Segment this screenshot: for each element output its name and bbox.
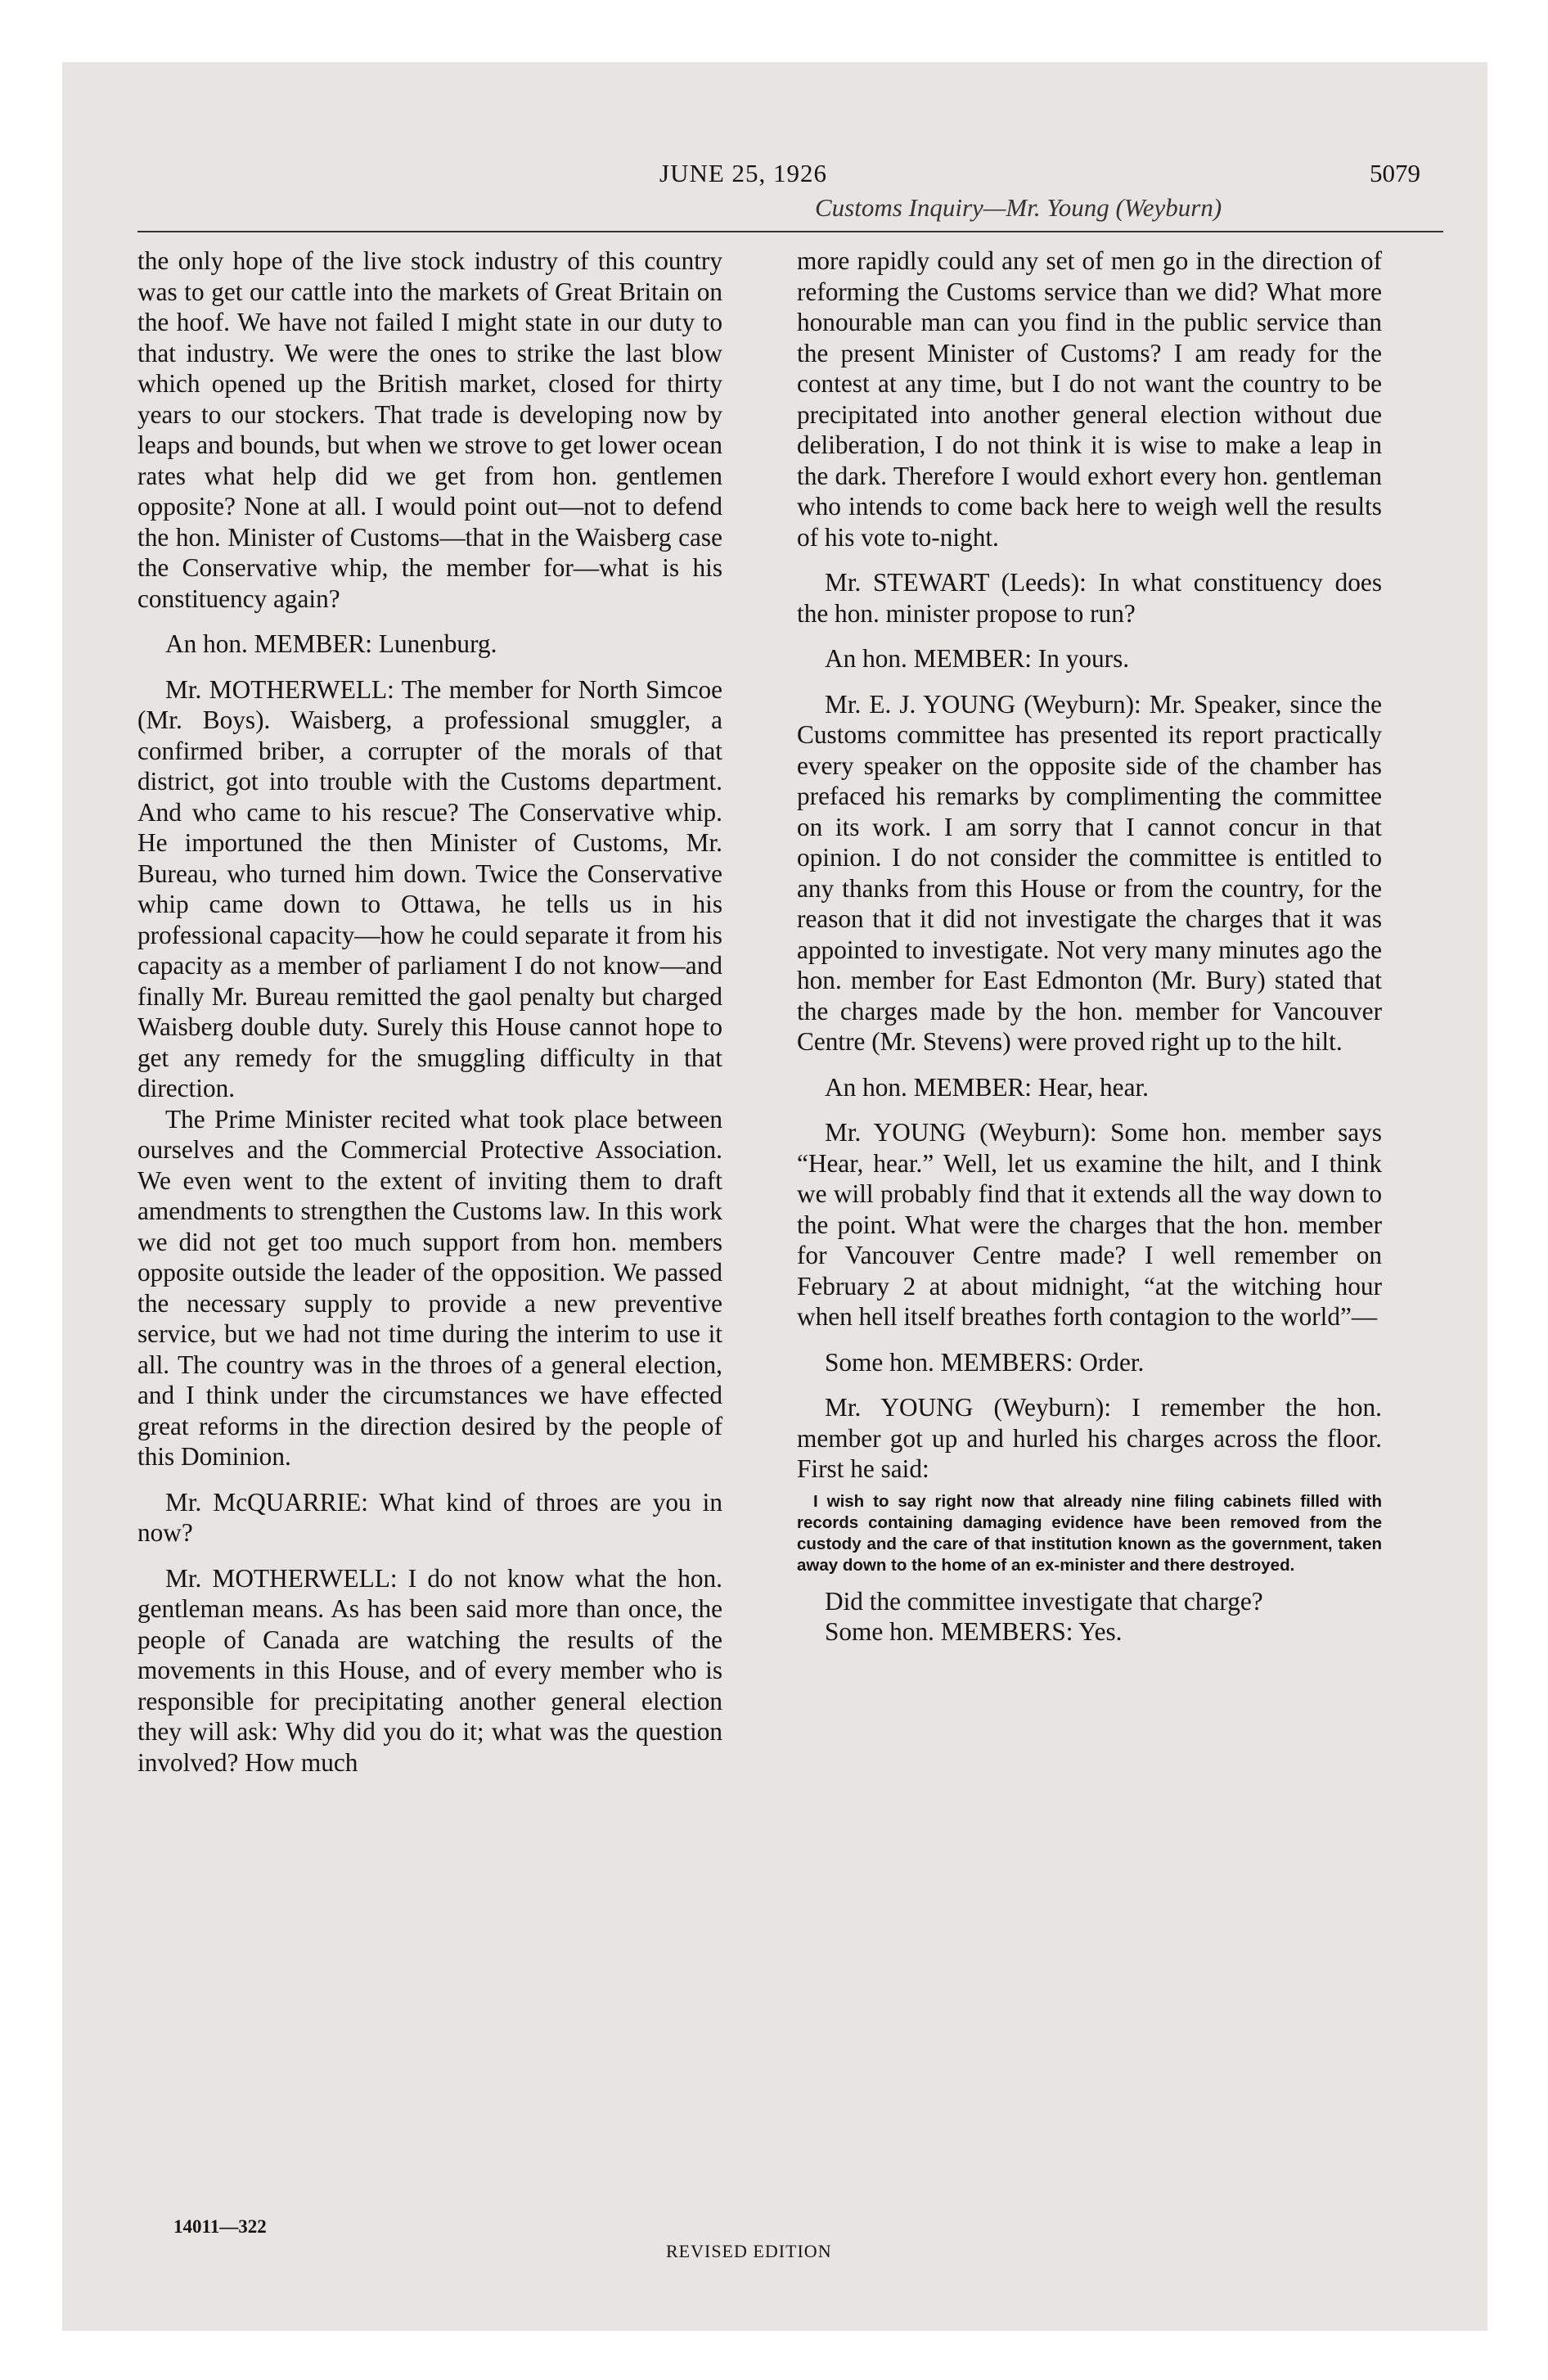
page: [62, 62, 1487, 2331]
paragraph: Some hon. MEMBERS: Yes.: [825, 1617, 1123, 1646]
paragraph: Mr. MOTHERWELL: The member for North Simcoe (Mr. Boys). Waisberg, a professional smuggler, a confirmed briber, a corrupter of the morals of that district, got into trouble with the Customs department. And who came to his rescue? The Conservative whip. He importuned the then Minister of Customs, Mr. Bureau, who turned him down. Twice the Conservative whip came down to Ottawa, he tells us in his professional capacity—how he could separate it from his capacity as a member of parliament I do not know—and finally Mr. Bureau remitted the gaol penalty but charged Waisberg double duty. Surely this House cannot hope to get any remedy for the smuggling difficulty in that direction.: [137, 674, 722, 1102]
header-date: JUNE 25, 1926: [659, 159, 828, 187]
right-column: [797, 246, 1382, 1648]
paragraph: more rapidly could any set of men go in the direction of reforming the Customs service than we did? What more honourable man can you find in the public service than the present Minister of Customs? I am ready for the contest at any time, but I do not want the country to be precipitated into another general election without due deliberation, I do not think it is wise to make a leap in the dark. Therefore I would exhort every hon. gentleman who intends to come back here to weigh well the results of his vote to-night.: [797, 246, 1382, 552]
paragraph: Mr. E. J. YOUNG (Weyburn): Mr. Speaker, since the Customs committee has presented its report practically every speaker on the opposite side of the chamber has prefaced his remarks by complimenting the committee on its work. I am sorry that I cannot concur in that opinion. I do not consider the committee is entitled to any thanks from this House or from the country, for the reason that it did not investigate the charges that it was appointed to investigate. Not very many minutes ago the hon. member for East Edmonton (Mr. Bury) stated that the charges made by the hon. member for Vancouver Centre (Mr. Stevens) were proved right up to the hilt.: [797, 689, 1382, 1056]
running-title: Customs Inquiry—Mr. Young (Weyburn): [815, 193, 1222, 222]
paragraph: Mr. MOTHERWELL: I do not know what the hon. gentleman means. As has been said more than once, the people of Canada are watching the results of the movements in this House, and of every member who is responsible for precipitating another general election they will ask: Why did you do it; what was the question involved? How much: [137, 1563, 722, 1777]
paragraph: Mr. STEWART (Leeds): In what constituency does the hon. minister propose to run?: [797, 568, 1382, 628]
paragraph: the only hope of the live stock industry of this country was to get our cattle into the markets of Great Britain on the hoof. We have not failed I might state in our duty to that industry. We were the ones to strike the last blow which opened up the British market, closed for thirty years to our stockers. That trade is developing now by leaps and bounds, but when we strove to get lower ocean rates what help did we get from hon. gentlemen opposite? None at all. I would point out—not to defend the hon. Minister of Customs—that in the Waisberg case the Conservative whip, the member for—what is his constituency again?: [137, 246, 722, 613]
left-column: [137, 246, 722, 1778]
paragraph: Did the committee investigate that charge?: [825, 1586, 1263, 1616]
paragraph: The Prime Minister recited what took place between ourselves and the Commercial Protective Association. We even went to the extent of inviting them to draft amendments to strengthen the Customs law. In this work we did not get too much support from hon. members opposite outside the leader of the opposition. We passed the necessary supply to provide a new preventive service, but we had not time during the interim to use it all. The country was in the throes of a general election, and I think under the circumstances we have effected great reforms in the direction desired by the people of this Dominion.: [137, 1104, 722, 1471]
paragraph: Mr. YOUNG (Weyburn): Some hon. member says “Hear, hear.” Well, let us examine the hilt, and I think we will probably find that it extends all the way down to the point. What were the charges that the hon. member for Vancouver Centre made? I well remember on February 2 at about midnight, “at the witching hour when hell itself breathes forth contagion to the world”—: [797, 1118, 1382, 1331]
header-rule: [137, 231, 1443, 232]
paragraph: An hon. MEMBER: In yours.: [825, 644, 1130, 673]
paragraph: An hon. MEMBER: Lunenburg.: [165, 629, 497, 658]
edition-label: REVISED EDITION: [666, 2241, 832, 2261]
block-quote: I wish to say right now that already nine filing cabinets filled with records containing damaging evidence have been removed from the custody and the care of that institution known as the government, taken away down to the home of an ex-minister and there destroyed.: [797, 1491, 1382, 1575]
paragraph: Mr. YOUNG (Weyburn): I remember the hon. member got up and hurled his charges across the floor. First he said:: [797, 1393, 1382, 1483]
paragraph: Mr. McQUARRIE: What kind of throes are you in now?: [137, 1487, 722, 1547]
paragraph: An hon. MEMBER: Hear, hear.: [825, 1072, 1149, 1102]
paragraph: Some hon. MEMBERS: Order.: [825, 1347, 1145, 1377]
print-code: 14011—322: [173, 2216, 267, 2237]
page-number: 5079: [1370, 159, 1420, 187]
